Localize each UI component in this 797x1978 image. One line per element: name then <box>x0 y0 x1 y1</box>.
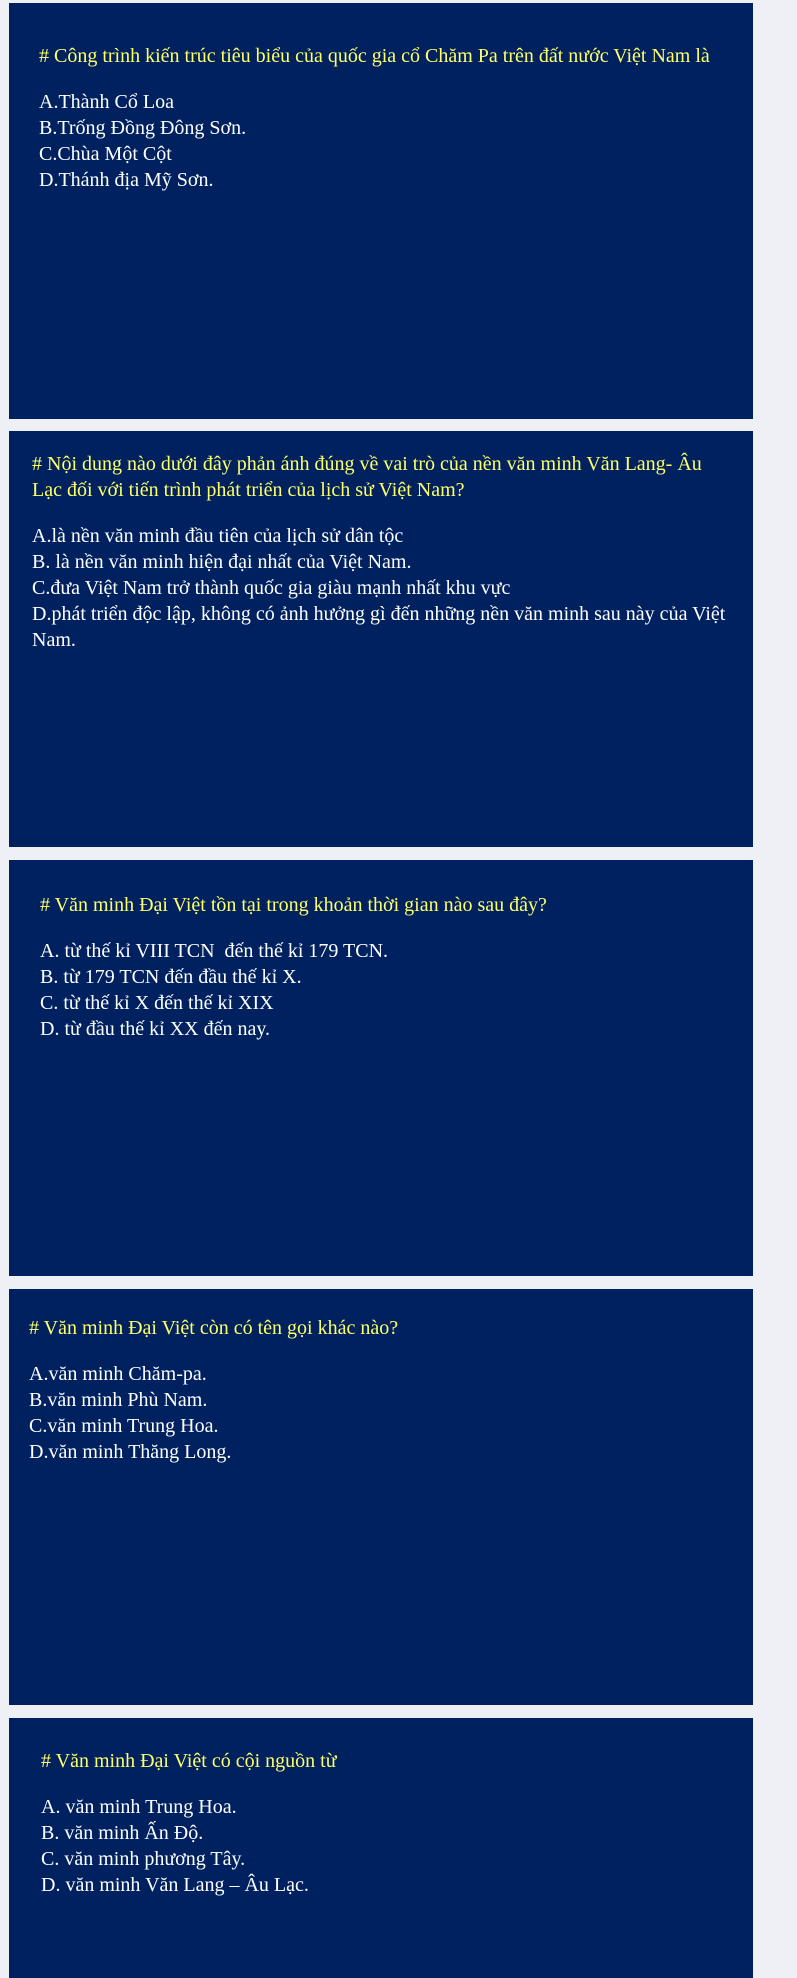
options-list <box>40 938 733 1042</box>
option-d: D.Thánh địa Mỹ Sơn. <box>39 169 214 191</box>
option-c: C. từ thế kỉ X đến thế kỉ XIX <box>40 992 274 1014</box>
option-b: B.văn minh Phù Nam. <box>29 1389 208 1411</box>
option-b: B. văn minh Ấn Độ. <box>41 1822 204 1844</box>
slide-1 <box>9 3 753 419</box>
option-c: C.đưa Việt Nam trở thành quốc gia giàu mạnh nhất khu vực <box>32 577 511 599</box>
option-b: B. là nền văn minh hiện đại nhất của Việt Nam. <box>32 551 412 573</box>
option-c: C.Chùa Một Cột <box>39 143 172 165</box>
slide-2 <box>9 431 753 847</box>
options-list <box>32 523 733 653</box>
option-a: A.là nền văn minh đầu tiên của lịch sử dân tộc <box>32 525 404 547</box>
slide-4 <box>9 1289 753 1705</box>
option-b: B. từ 179 TCN đến đầu thế kỉ X. <box>40 966 302 988</box>
question-text: # Công trình kiến trúc tiêu biểu của quốc gia cổ Chăm Pa trên đất nước Việt Nam là <box>39 45 710 67</box>
slide-3 <box>9 860 753 1276</box>
option-a: A. từ thế kỉ VIII TCN đến thế kỉ 179 TCN. <box>40 940 389 962</box>
option-b: B.Trống Đồng Đông Sơn. <box>39 117 247 139</box>
question-text: # Văn minh Đại Việt có cội nguồn từ <box>41 1750 337 1772</box>
options-list <box>41 1794 733 1898</box>
option-c: C. văn minh phương Tây. <box>41 1848 246 1870</box>
option-a: A.văn minh Chăm-pa. <box>29 1363 207 1385</box>
option-d: D.phát triển độc lập, không có ảnh hưởng gì đến những nền văn minh sau này của Việt Nam. <box>32 603 731 651</box>
option-a: A.Thành Cổ Loa <box>39 91 174 113</box>
question-text: # Văn minh Đại Việt tồn tại trong khoản thời gian nào sau đây? <box>40 894 547 916</box>
option-d: D.văn minh Thăng Long. <box>29 1441 232 1463</box>
options-list <box>39 89 713 193</box>
option-c: C.văn minh Trung Hoa. <box>29 1415 219 1437</box>
options-list <box>29 1361 733 1465</box>
option-d: D. văn minh Văn Lang – Âu Lạc. <box>41 1874 309 1896</box>
option-a: A. văn minh Trung Hoa. <box>41 1796 237 1818</box>
slide-5 <box>9 1718 753 1978</box>
option-d: D. từ đầu thế kỉ XX đến nay. <box>40 1018 271 1040</box>
question-text: # Nội dung nào dưới đây phản ánh đúng về vai trò của nền văn minh Văn Lang- Âu Lạc đối với tiến trình phát triển của lịch sử Việt Nam? <box>32 453 707 501</box>
question-text: # Văn minh Đại Việt còn có tên gọi khác nào? <box>29 1317 399 1339</box>
